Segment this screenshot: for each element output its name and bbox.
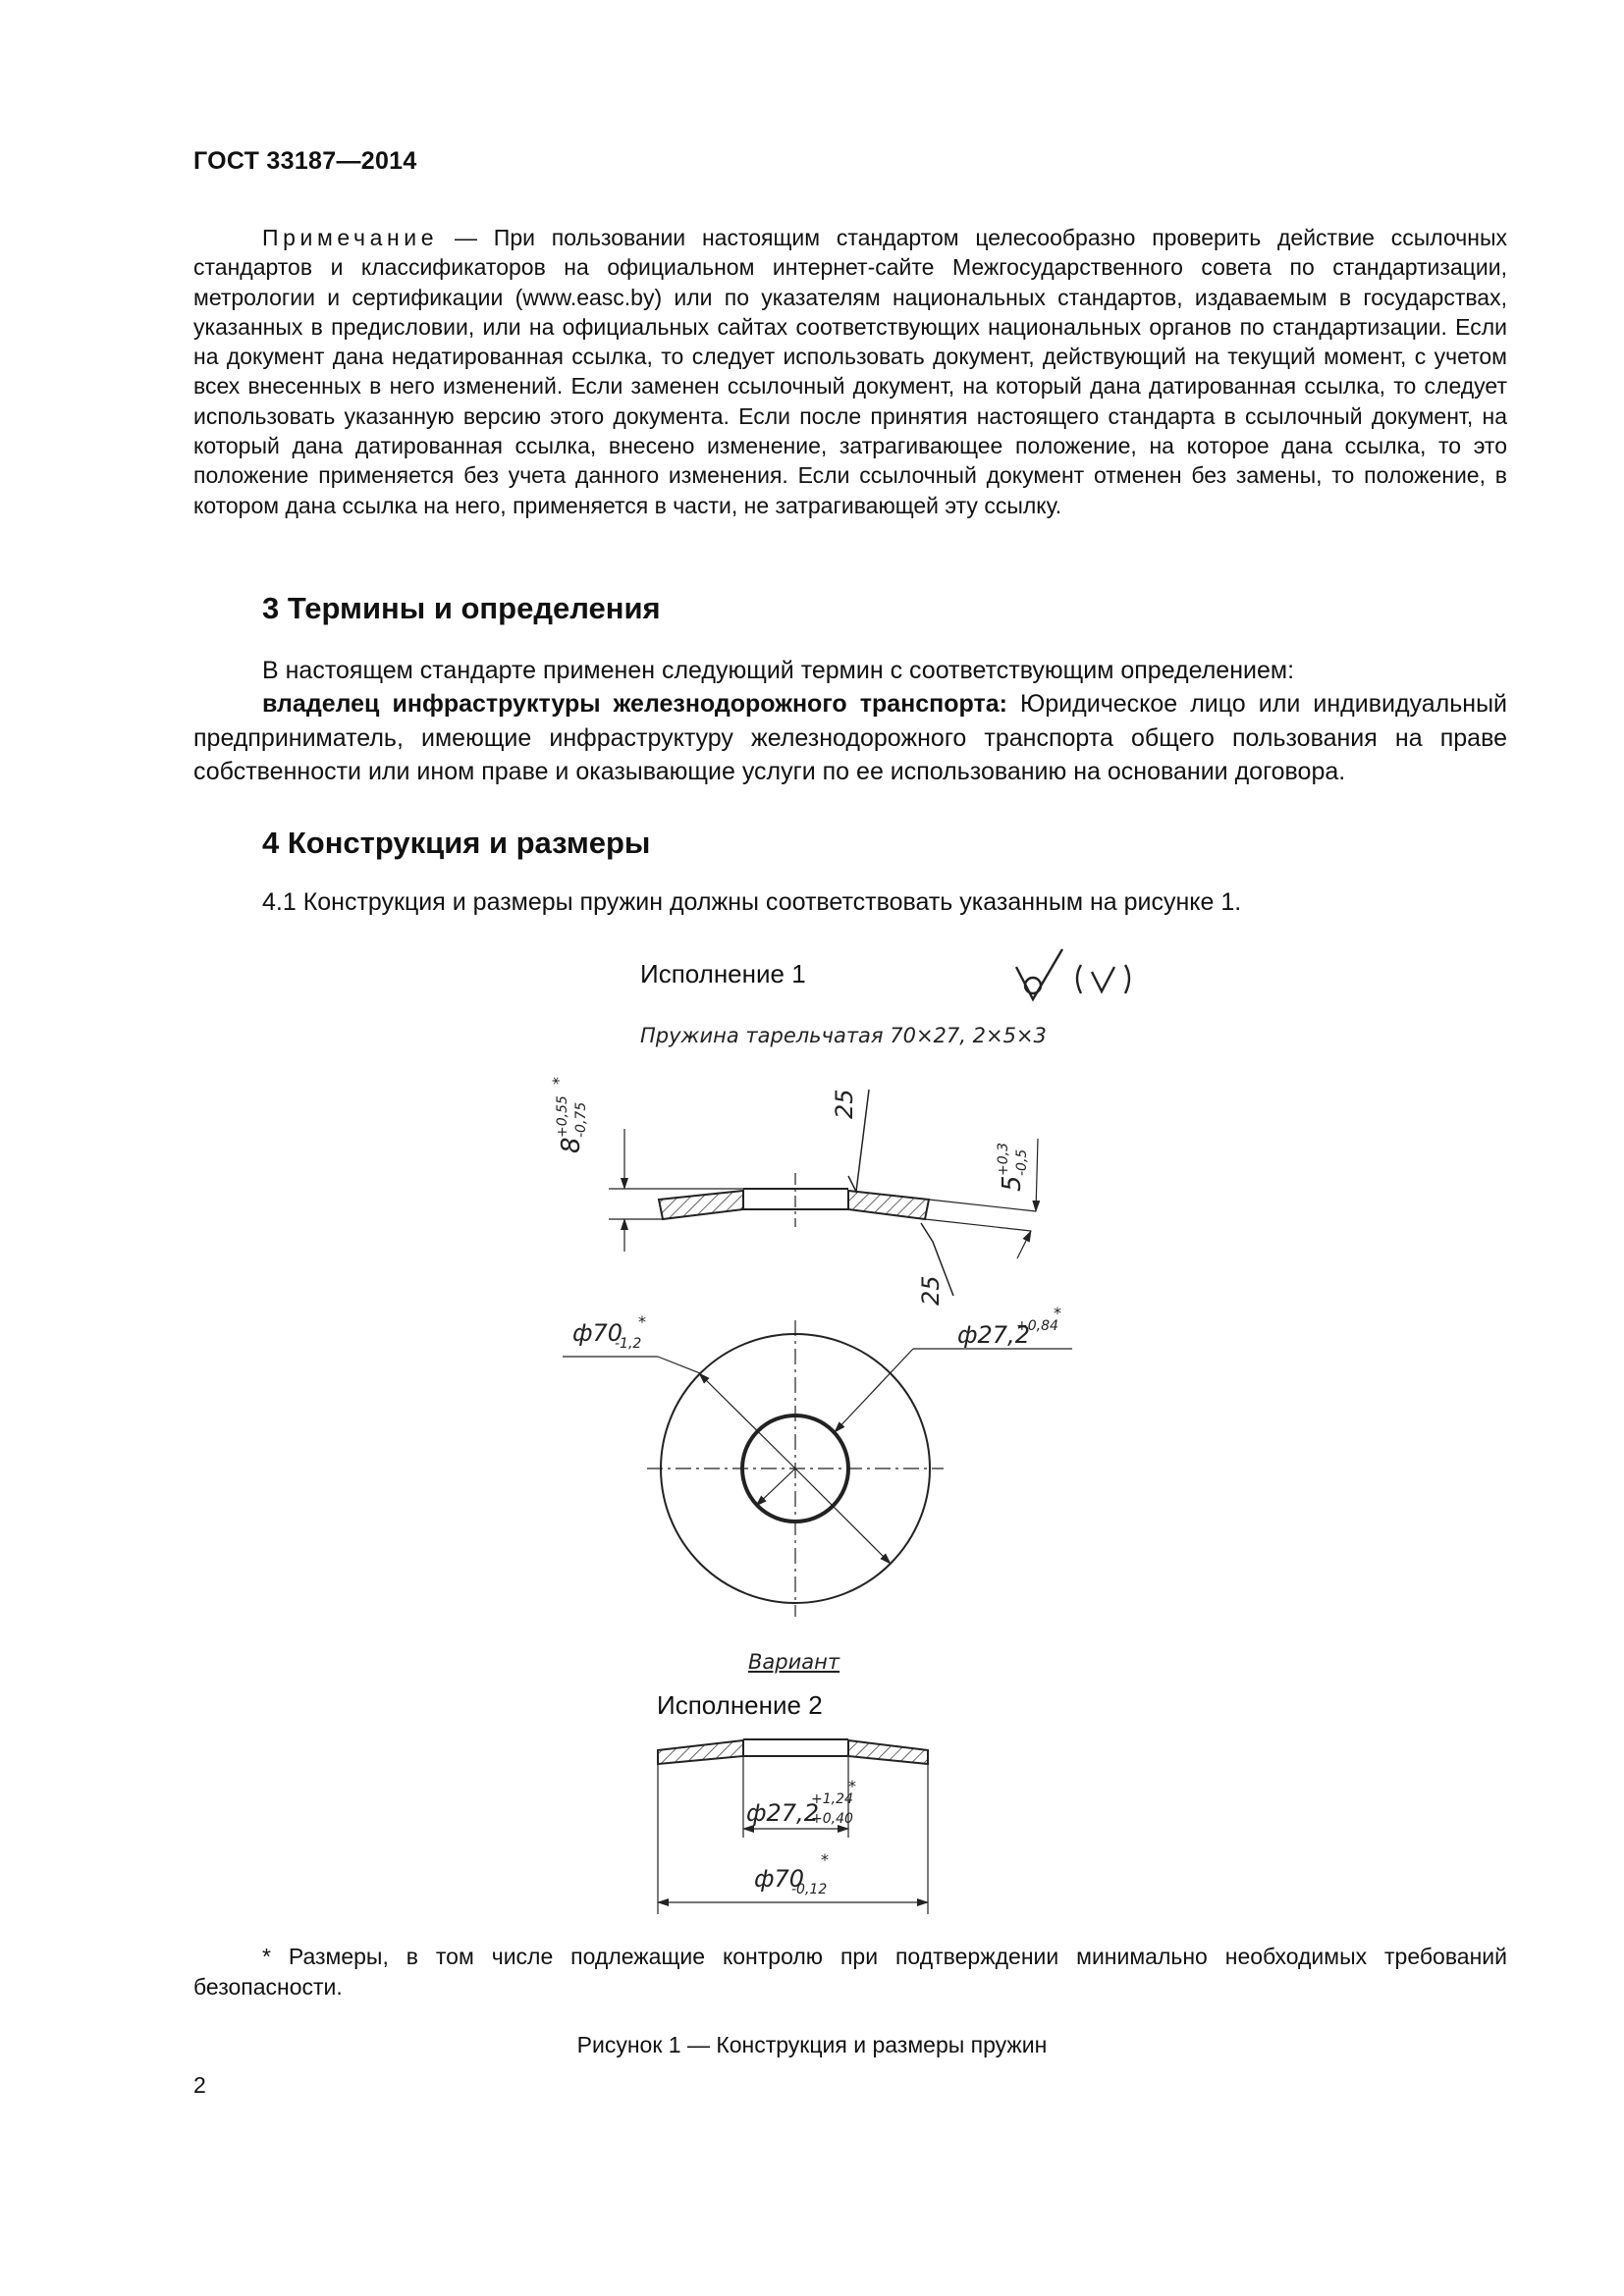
v2-inner-lower: +0,40 xyxy=(811,1811,853,1827)
dim-outer-diameter: ф70 xyxy=(572,1319,623,1347)
thickness-dim-label xyxy=(996,1143,1030,1192)
section-4-paragraph-text: 4.1 Конструкция и размеры пружин должны соответствовать указанным на рисунке 1. xyxy=(262,888,1242,916)
figure-footnote xyxy=(193,1942,1507,2002)
dim-thickness-upper: +0,3 xyxy=(996,1143,1011,1176)
section-3-title: 3 Термины и определения xyxy=(262,591,661,625)
dim-height-asterisk: * xyxy=(549,1077,568,1085)
v2-outer-diameter: ф70 xyxy=(754,1865,805,1893)
dim-height-lower: -0,75 xyxy=(573,1101,589,1138)
dim-inner-asterisk: * xyxy=(1054,1304,1061,1322)
figure-caption: Рисунок 1 — Конструкция и размеры пружин xyxy=(576,2032,1048,2057)
spring-plan-view xyxy=(563,1320,1072,1617)
roughness-top-label xyxy=(831,1089,858,1119)
spring-section-view xyxy=(609,1090,1038,1296)
term-definition-text: Юридическое лицо или индивидуальный предприниматель, имеющие инфраструктуру железнодорожного транспорта общего пользования на праве собственности или ином праве и оказывающие услуги по ее использованию на основании договора. xyxy=(193,690,1508,785)
page-header: ГОСТ 33187—2014 xyxy=(193,147,417,175)
note-lead: Примечание xyxy=(262,225,439,250)
v2-inner-diameter: ф27,2 xyxy=(746,1799,819,1827)
variant-2-label: Исполнение 2 xyxy=(657,1690,823,1720)
dim-outer-tolerance: -1,2 xyxy=(615,1336,642,1352)
dim-height-upper: +0,55 xyxy=(555,1095,570,1138)
v2-outer-asterisk: * xyxy=(821,1850,829,1869)
height-dim-label xyxy=(549,1077,589,1153)
dim-outer-asterisk: * xyxy=(638,1312,646,1331)
roughness-top-value: 25 xyxy=(831,1089,858,1119)
variant-word: Вариант xyxy=(748,1650,840,1674)
dim-height-value: 8 xyxy=(557,1137,586,1153)
roughness-symbol-general xyxy=(1016,949,1129,999)
dim-thickness-lower: -0,5 xyxy=(1014,1148,1030,1176)
dim-thickness-value: 5 xyxy=(998,1175,1027,1192)
v2-outer-tolerance: -0,12 xyxy=(791,1882,828,1897)
dim-inner-tolerance: +0,84 xyxy=(1016,1318,1058,1334)
figure-footnote-text: * Размеры, в том числе подлежащие контролю при подтверждении минимально необходимых требований безопасности. xyxy=(193,1944,1507,2000)
spring-designation: Пружина тарельчатая 70×27, 2×5×3 xyxy=(640,1024,1047,1047)
v2-inner-upper: +1,24 xyxy=(811,1791,853,1807)
term-name: владелец инфраструктуры железнодорожного транспорта: xyxy=(262,690,1007,718)
roughness-bottom-label xyxy=(917,1275,945,1306)
note-text: — При пользовании настоящим стандартом целесообразно проверить действие ссылочных стандартов и классификаторов на официальном интернет-сайте Межгосударственного совета по стандартизации, метрологии и сертификации (www.easc.by) или по указателям национальных стандартов, издаваемым в государствах, указанных в предисловии, или на официальных сайтах соответствующих национальных органов по стандартизации. Если на документ дана недатированная ссылка, то следует использовать документ, действующий на текущий момент, с учетом всех внесенных в него изменений. Если заменен ссылочный документ, на который дана датированная ссылка, то следует использовать указанную версию этого документа. Если после принятия настоящего стандарта в ссылочный документ, на который дана датированная ссылка, внесено изменение, затрагивающее положение, на которое дана ссылка, то это положение применяется без учета данного изменения. Если ссылочный документ отменен без замены, то положение, в котором дана ссылка на него, применяется в части, не затрагивающей эту ссылку. xyxy=(193,225,1507,518)
section-4-title: 4 Конструкция и размеры xyxy=(262,826,651,860)
variant-1-label: Исполнение 1 xyxy=(640,959,806,988)
v2-inner-asterisk: * xyxy=(848,1777,856,1795)
section-3-intro-text: В настоящем стандарте применен следующий термин с соответствующим определением: xyxy=(262,657,1295,684)
dim-inner-diameter: ф27,2 xyxy=(957,1321,1030,1349)
page-number: 2 xyxy=(193,2072,206,2098)
roughness-bottom-value: 25 xyxy=(917,1275,945,1306)
